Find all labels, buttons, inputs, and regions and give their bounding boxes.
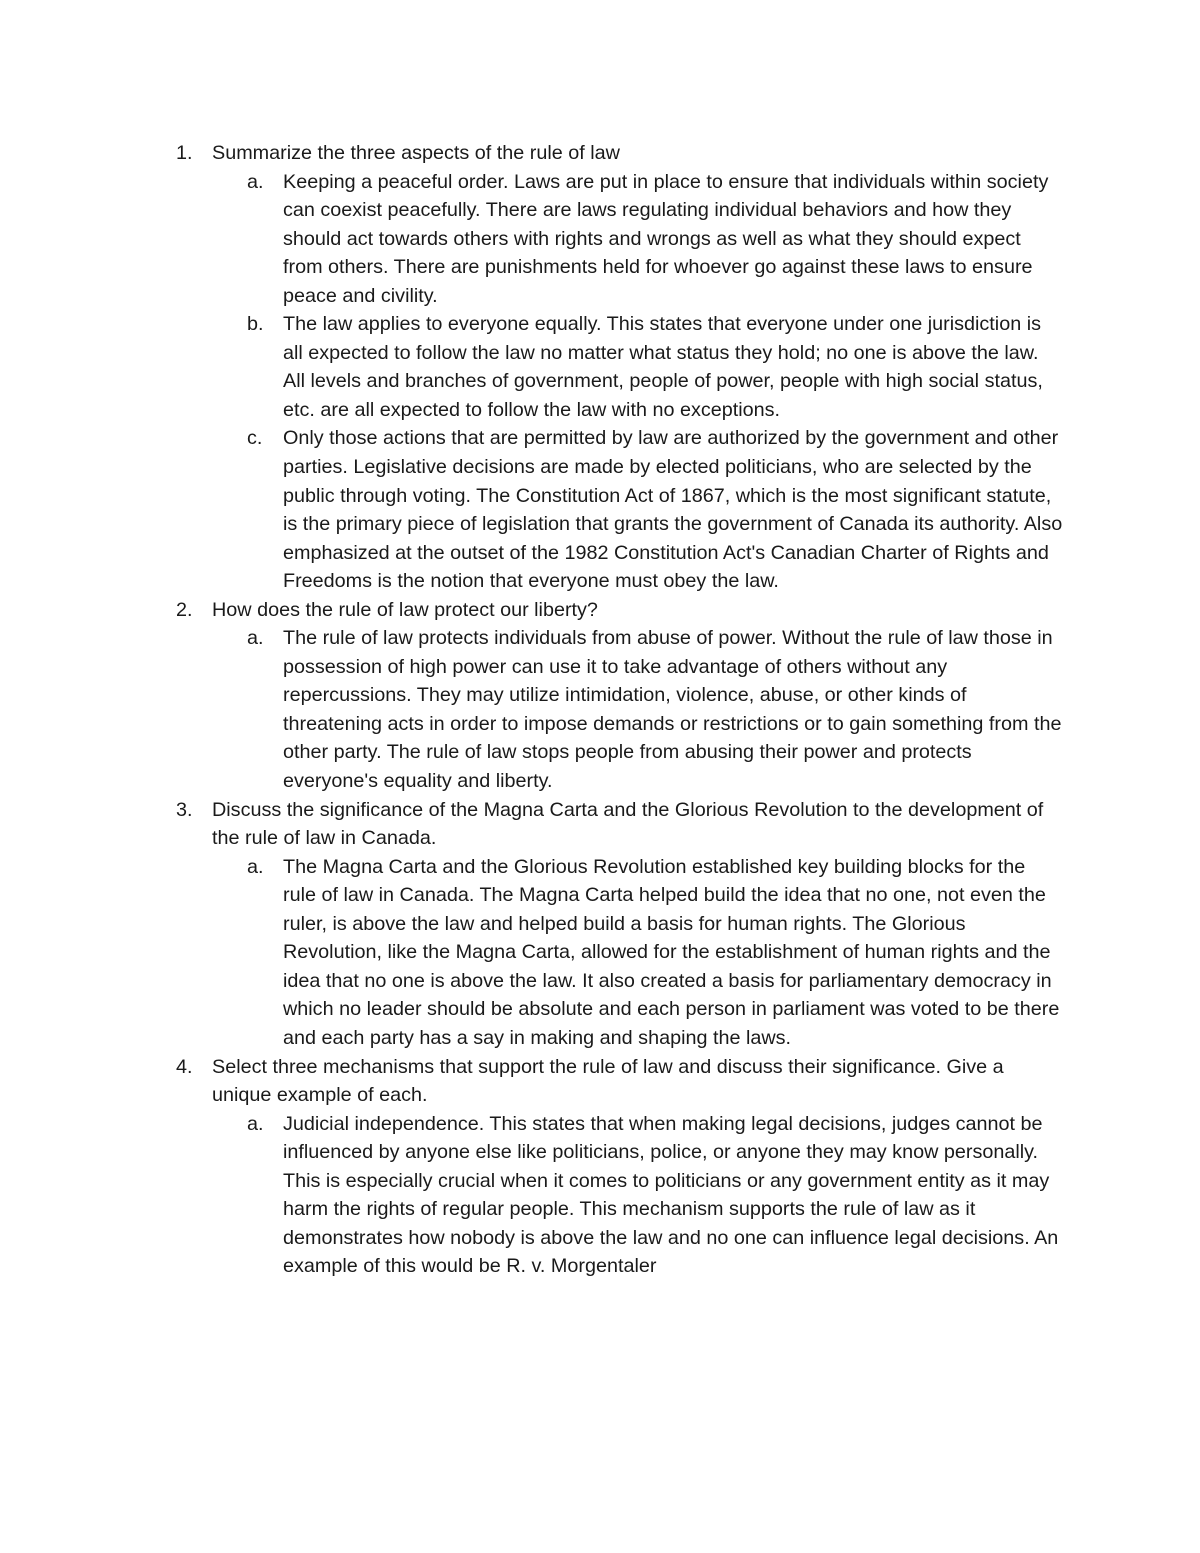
question-3	[0, 796, 1062, 853]
question-1-answer-c	[0, 424, 1063, 595]
question-2	[0, 596, 1062, 625]
question-4-answer-a	[0, 1110, 1063, 1281]
question-4-text: Select three mechanisms that support the rule of law and discuss their significance. Give a unique example of each.	[212, 1055, 1004, 1107]
question-4	[0, 1053, 1062, 1110]
question-1-answer-b	[0, 310, 1063, 424]
answer-text: The rule of law protects individuals from abuse of power. Without the rule of law those in possession of high power can use it to take advantage of others without any repercussions. They may utilize intimidation, violence, abuse, or other kinds of threatening acts in order to impose demands or restrictions or to gain something from the other party. The rule of law stops people from abusing their power and protects everyone's equality and liberty.	[283, 627, 1062, 793]
answer-letter: a.	[247, 627, 264, 650]
answer-letter: b.	[247, 313, 264, 336]
answer-letter: a.	[247, 1112, 264, 1135]
question-3-number: 3.	[176, 798, 193, 821]
answer-text: Keeping a peaceful order. Laws are put in place to ensure that individuals within society can coexist peacefully. There are laws regulating individual behaviors and how they should act towards others with rights and wrongs as well as what they should expect from others. There are punishments held for whoever go against these laws to ensure peace and civility.	[283, 170, 1049, 307]
question-1	[0, 139, 1062, 168]
question-1-answer-a	[0, 168, 1063, 311]
question-2-number: 2.	[176, 598, 193, 621]
answer-letter: c.	[247, 427, 263, 450]
answer-letter: a.	[247, 855, 264, 878]
question-1-number: 1.	[176, 142, 193, 164]
answer-letter: a.	[247, 170, 264, 193]
question-3-answer-a	[0, 853, 1063, 1053]
question-4-number: 4.	[176, 1055, 193, 1078]
question-2-text: How does the rule of law protect our liberty?	[212, 598, 598, 621]
answer-text: Only those actions that are permitted by law are authorized by the government and other parties. Legislative decisions are made by elected politicians, who are selected by the public through voting. The Constitution Act of 1867, which is the most significant statute, is the primary piece of legislation that grants the government of Canada its authority. Also emphasized at the outset of the 1982 Constitution Act's Canadian Charter of Rights and Freedoms is the notion that everyone must obey the law.	[283, 427, 1063, 593]
answer-text: The law applies to everyone equally. This states that everyone under one jurisdiction is all expected to follow the law no matter what status they hold; no one is above the law. All levels and branches of government, people of power, people with high social status, etc. are all expected to follow the law with no exceptions.	[283, 313, 1043, 421]
question-3-text: Discuss the significance of the Magna Carta and the Glorious Revolution to the development of the rule of law in Canada.	[212, 798, 1044, 850]
answer-text: The Magna Carta and the Glorious Revolution established key building blocks for the rule of law in Canada. The Magna Carta helped build the idea that no one, not even the ruler, is above the law and helped build a basis for human rights. The Glorious Revolution, like the Magna Carta, allowed for the establishment of human rights and the idea that no one is above the law. It also created a basis for parliamentary democracy in which no leader should be absolute and each person in parliament was voted to be there and each party has a say in making and shaping the laws.	[283, 855, 1060, 1049]
question-1-text: Summarize the three aspects of the rule of law	[212, 142, 620, 164]
answer-text: Judicial independence. This states that when making legal decisions, judges cannot be influenced by anyone else like politicians, police, or anyone they may know personally. This is especially crucial when it comes to politicians or any government entity as it may harm the rights of regular people. This mechanism supports the rule of law as it demonstrates how nobody is above the law and no one can influence legal decisions. An example of this would be R. v. Morgentaler	[283, 1112, 1059, 1278]
document-body	[0, 139, 1200, 1281]
question-2-answer-a	[0, 624, 1063, 795]
